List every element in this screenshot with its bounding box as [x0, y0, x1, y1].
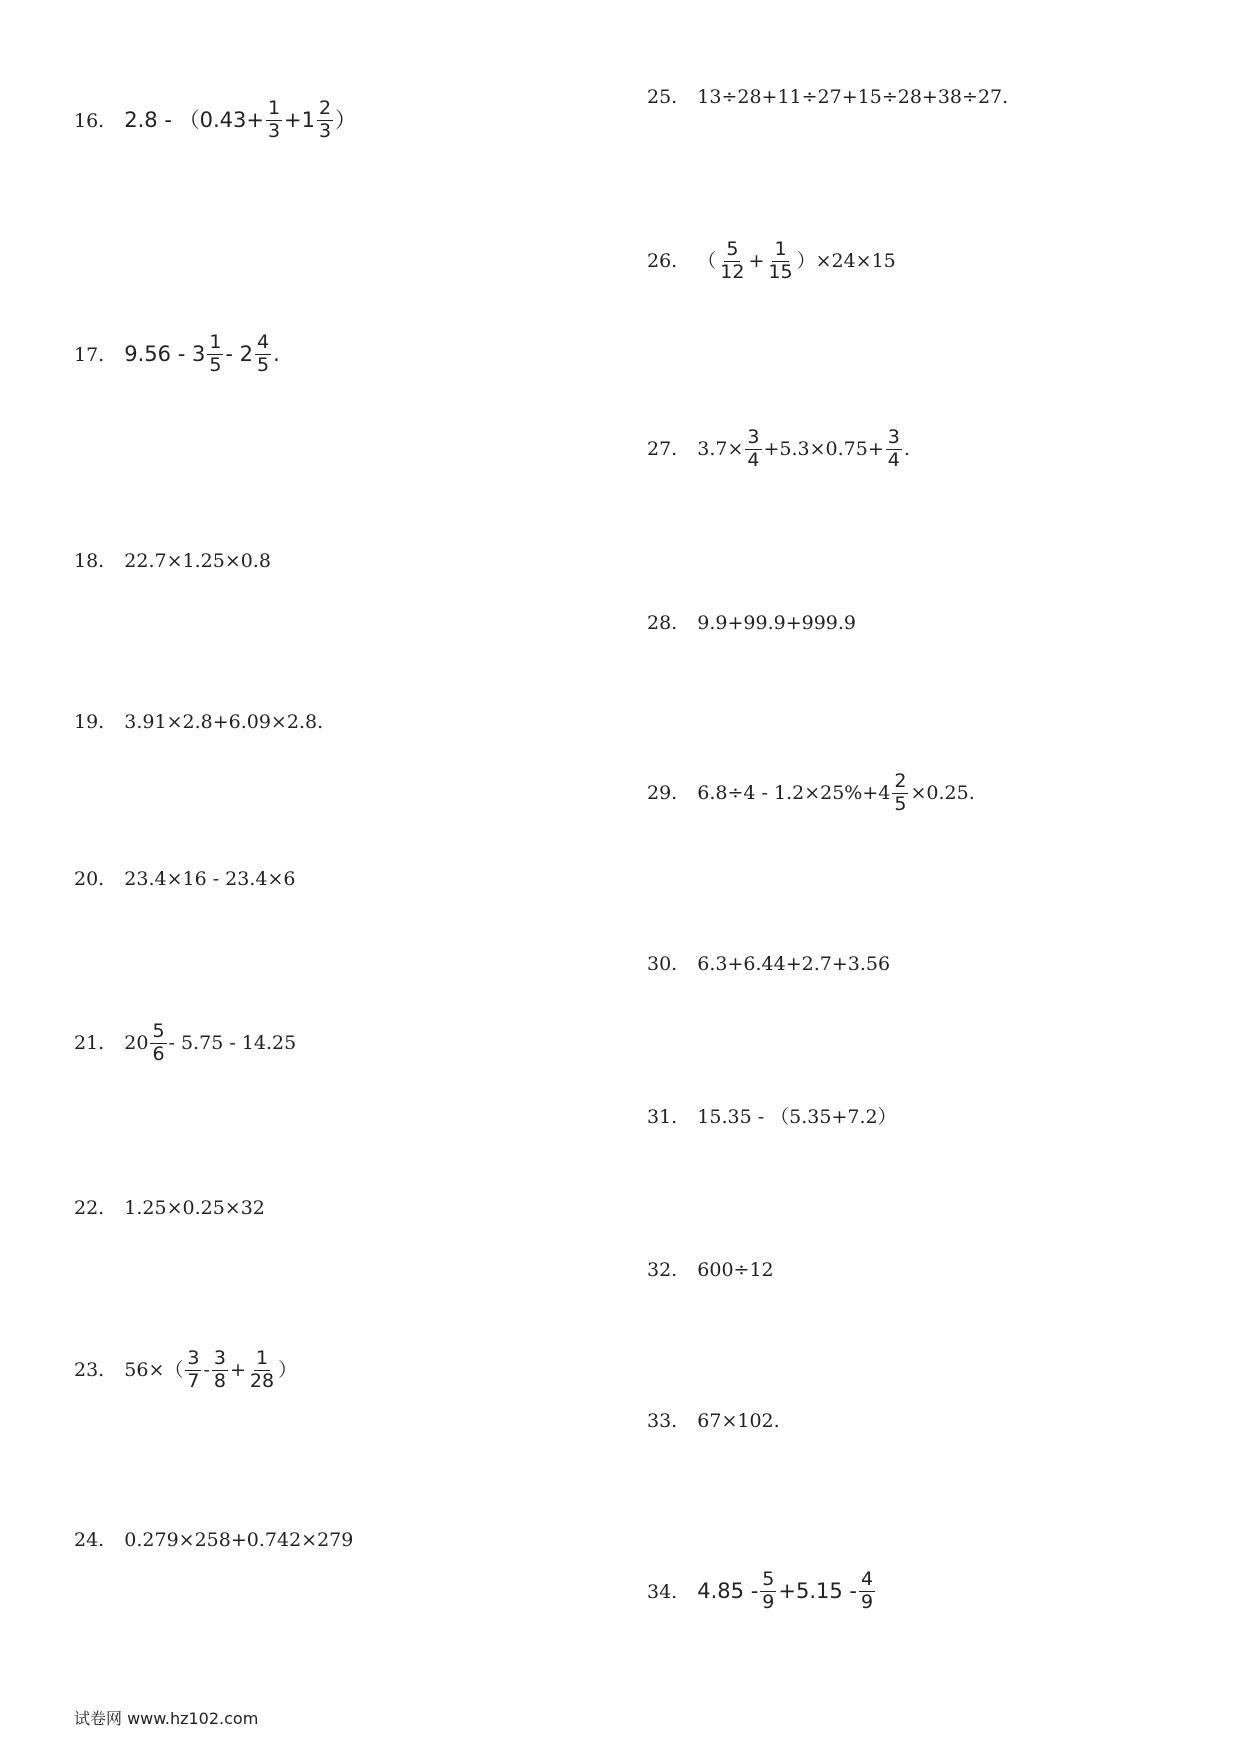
- problem-32: [647, 1261, 774, 1280]
- expr-text: +5.3×0.75+: [763, 437, 884, 460]
- footer-watermark: 试卷网 www.hz102.com: [74, 1709, 259, 1728]
- expr-text: 3.7×: [697, 437, 744, 460]
- problem-number: 26.: [647, 249, 678, 272]
- numerator: 5: [152, 1020, 165, 1042]
- numerator: 4: [257, 331, 270, 353]
- expr-text: - 2: [225, 341, 254, 366]
- expr-text: +: [229, 1358, 246, 1381]
- problem-22: [74, 1199, 265, 1218]
- expression: 6.3+6.44+2.7+3.56: [697, 953, 891, 975]
- denominator: 4: [747, 448, 760, 471]
- fraction: [207, 333, 223, 376]
- fraction: [317, 99, 333, 142]
- denominator: 9: [762, 1590, 775, 1613]
- numerator: 5: [726, 238, 739, 260]
- problem-25: [647, 88, 1008, 107]
- expr-text: -: [203, 1358, 210, 1381]
- denominator: 3: [267, 119, 281, 142]
- problem-24: [74, 1531, 353, 1550]
- expr-text: 9.56 - 3: [124, 341, 206, 366]
- expr-text: （: [697, 249, 717, 272]
- expression: [124, 1349, 297, 1392]
- expression: [697, 1570, 877, 1613]
- problem-number: 25.: [647, 86, 678, 108]
- expression: 9.9+99.9+999.9: [697, 612, 857, 634]
- denominator: 9: [860, 1590, 874, 1613]
- numerator: 5: [762, 1568, 775, 1590]
- numerator: 1: [774, 238, 787, 260]
- expr-text: 56×（: [124, 1358, 184, 1381]
- denominator: 3: [319, 119, 332, 142]
- expr-text: +: [748, 249, 765, 272]
- denominator: 28: [249, 1369, 275, 1392]
- numerator: 2: [319, 97, 332, 119]
- expression: [124, 333, 280, 376]
- fraction: [859, 1570, 875, 1613]
- problem-number: 30.: [647, 953, 678, 975]
- denominator: 12: [720, 260, 745, 283]
- expression: [124, 99, 356, 142]
- expression: 600÷12: [697, 1259, 774, 1281]
- expression: 3.91×2.8+6.09×2.8.: [124, 711, 324, 733]
- numerator: 4: [860, 1568, 874, 1590]
- fraction: [892, 772, 908, 815]
- expr-text: ）: [278, 1358, 298, 1381]
- denominator: 6: [152, 1042, 165, 1065]
- problem-number: 34.: [647, 1580, 678, 1603]
- expr-text: 20: [124, 1031, 149, 1054]
- problem-29: [647, 772, 975, 815]
- problem-28: [647, 614, 856, 633]
- expr-text: ×0.25.: [910, 781, 975, 804]
- expr-text: ）×24×15: [796, 249, 896, 272]
- problem-34: [647, 1570, 877, 1613]
- numerator: 1: [255, 1347, 269, 1369]
- expr-text: 2.8 - （0.43+: [124, 107, 264, 132]
- problem-31: [647, 1108, 897, 1127]
- problem-17: [74, 333, 280, 376]
- numerator: 1: [209, 331, 222, 353]
- fraction: [745, 428, 761, 471]
- problem-number: 18.: [74, 550, 105, 572]
- denominator: 8: [213, 1369, 226, 1392]
- problem-number: 19.: [74, 711, 105, 733]
- expression: 23.4×16 - 23.4×6: [124, 868, 296, 890]
- problem-number: 20.: [74, 868, 105, 890]
- problem-23: [74, 1349, 297, 1392]
- expr-text: 4.85 -: [697, 1578, 759, 1603]
- expression: [697, 772, 974, 815]
- expression: 0.279×258+0.742×279: [124, 1529, 354, 1551]
- problem-number: 21.: [74, 1031, 105, 1054]
- problem-number: 23.: [74, 1358, 105, 1381]
- expr-text: +1: [284, 107, 316, 132]
- expression: 22.7×1.25×0.8: [124, 550, 271, 572]
- fraction: [886, 428, 902, 471]
- expression: 15.35 - （5.35+7.2）: [697, 1106, 897, 1128]
- expression: 67×102.: [697, 1410, 780, 1432]
- problem-19: [74, 713, 323, 732]
- problem-number: 31.: [647, 1106, 678, 1128]
- numerator: 3: [213, 1347, 226, 1369]
- expression: 13÷28+11÷27+15÷28+38÷27.: [697, 86, 1009, 108]
- numerator: 1: [267, 97, 281, 119]
- problem-number: 32.: [647, 1259, 678, 1281]
- problem-number: 16.: [74, 109, 105, 132]
- numerator: 3: [187, 1347, 200, 1369]
- denominator: 15: [768, 260, 793, 283]
- problem-number: 22.: [74, 1197, 105, 1219]
- fraction: [248, 1349, 276, 1392]
- denominator: 4: [887, 448, 900, 471]
- expr-text: 6.8÷4 - 1.2×25%+4: [697, 781, 891, 804]
- fraction: [266, 99, 282, 142]
- expression: [697, 428, 910, 471]
- denominator: 5: [894, 792, 907, 815]
- fraction: [150, 1022, 166, 1065]
- problem-27: [647, 428, 910, 471]
- problem-number: 28.: [647, 612, 678, 634]
- problem-16: [74, 99, 356, 142]
- expression: [124, 1022, 296, 1065]
- expr-text: .: [903, 437, 910, 460]
- problem-number: 29.: [647, 781, 678, 804]
- denominator: 5: [257, 353, 270, 376]
- fraction: [766, 240, 794, 283]
- problem-number: 24.: [74, 1529, 105, 1551]
- expr-text: ）: [335, 107, 357, 132]
- problem-number: 33.: [647, 1410, 678, 1432]
- problem-18: [74, 552, 271, 571]
- problem-33: [647, 1412, 780, 1431]
- problem-20: [74, 870, 295, 889]
- problem-21: [74, 1022, 296, 1065]
- fraction: [718, 240, 746, 283]
- expression: 1.25×0.25×32: [124, 1197, 265, 1219]
- fraction: [185, 1349, 201, 1392]
- problem-number: 27.: [647, 437, 678, 460]
- fraction: [255, 333, 271, 376]
- denominator: 7: [187, 1369, 200, 1392]
- problem-number: 17.: [74, 343, 105, 366]
- expr-text: - 5.75 - 14.25: [168, 1031, 297, 1054]
- numerator: 3: [887, 426, 900, 448]
- problem-30: [647, 955, 890, 974]
- denominator: 5: [209, 353, 222, 376]
- fraction: [212, 1349, 228, 1392]
- expr-text: +5.15 -: [778, 1578, 857, 1603]
- numerator: 3: [747, 426, 760, 448]
- expr-text: .: [273, 341, 280, 366]
- expression: [697, 240, 896, 283]
- numerator: 2: [894, 770, 907, 792]
- problem-26: [647, 240, 896, 283]
- fraction: [760, 1570, 776, 1613]
